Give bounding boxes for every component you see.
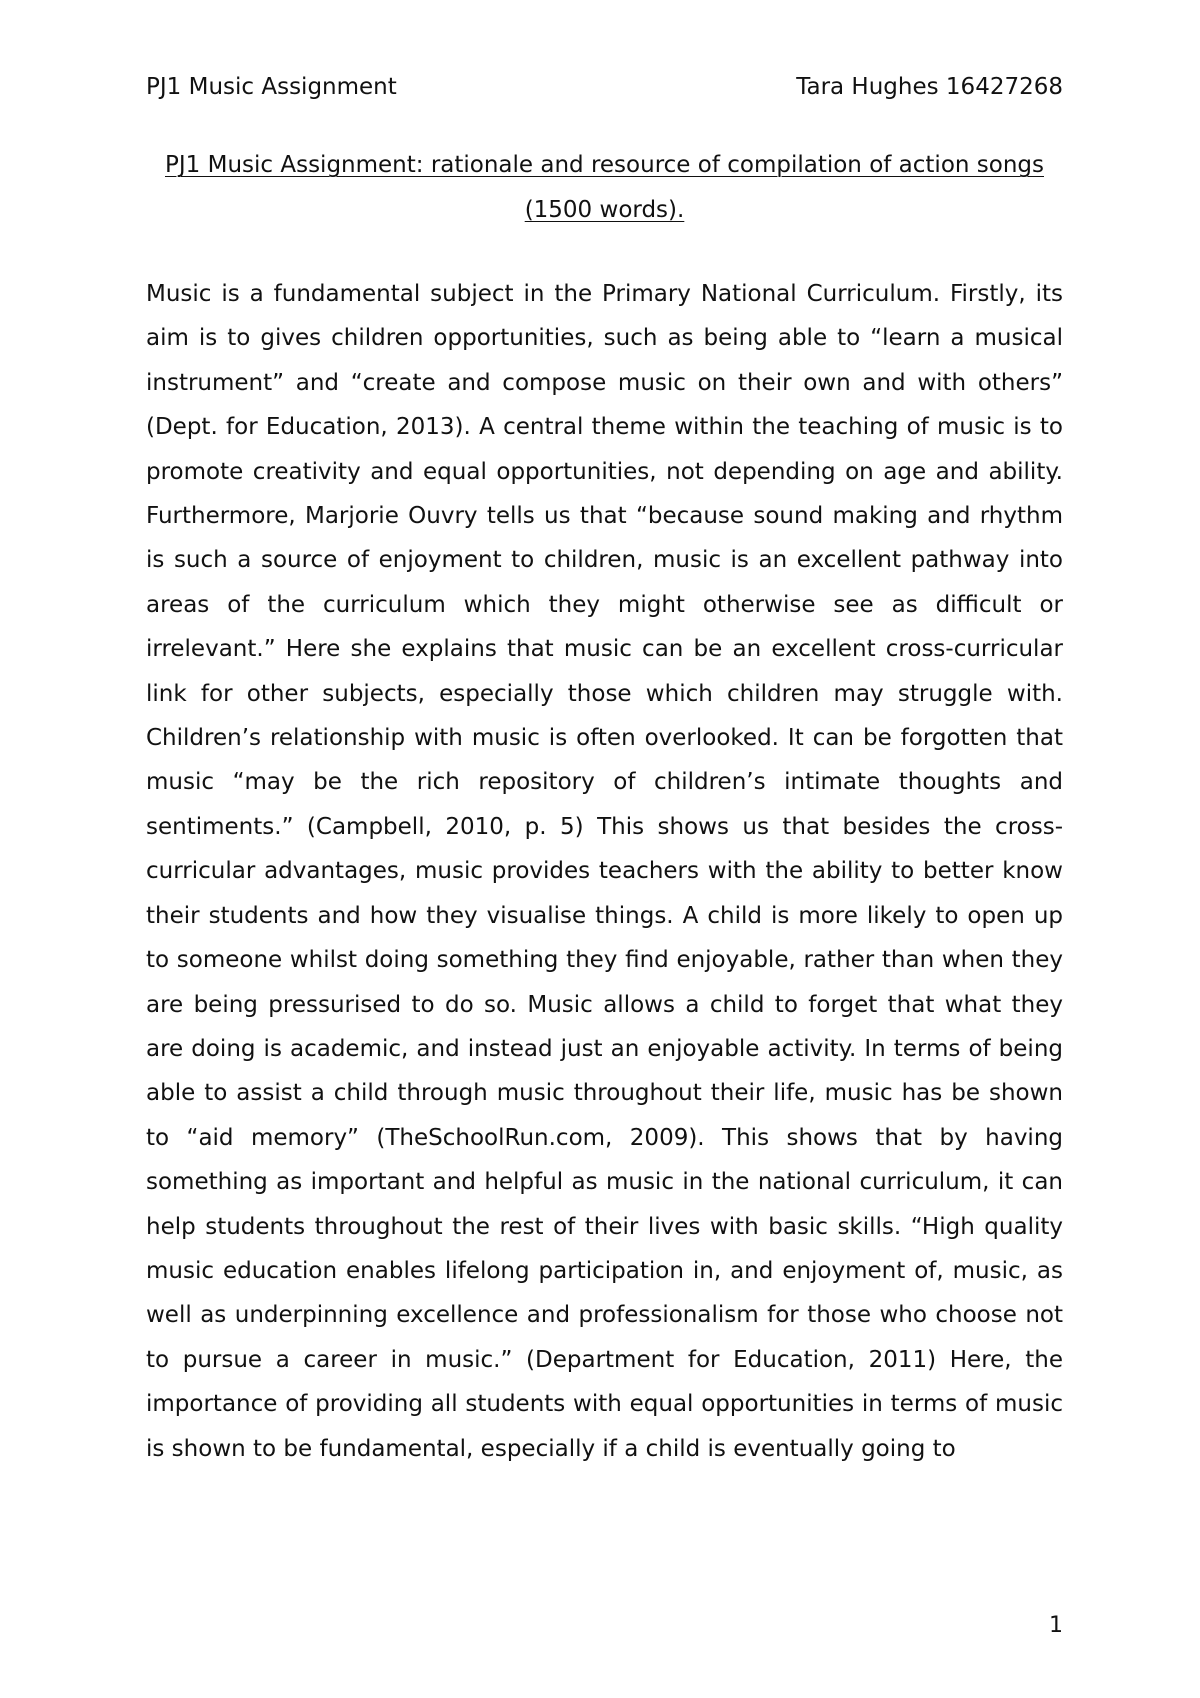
header-course-title: PJ1 Music Assignment [146,74,397,100]
document-title: PJ1 Music Assignment: rationale and resource of compilation of action songs (1500 words). [165,152,1044,223]
header-author: Tara Hughes 16427268 [796,74,1063,100]
page-header [146,72,1063,102]
page-number: 1 [1049,1613,1063,1638]
body-paragraph: Music is a fundamental subject in the Primary National Curriculum. Firstly, its aim is to gives children opportunities, such as being able to “learn a musical instrument” and “create and compose music on their own and with others” (Dept. for Education, 2013). A central theme within the teaching of music is to promote creativity and equal opportunities, not depending on age and ability. Furthermore, Marjorie Ouvry tells us that “because sound making and rhythm is such a source of enjoyment to children, music is an excellent pathway into areas of the curriculum which they might otherwise see as difficult or irrelevant.” Here she explains that music can be an excellent cross-curricular link for other subjects, especially those which children may struggle with. Children’s relationship with music is often overlooked. It can be forgotten that music “may be the rich repository of children’s intimate thoughts and sentiments.” (Campbell, 2010, p. 5) This shows us that besides the cross-curricular advantages, music provides teachers with the ability to better know their students and how they visualise things. A child is more likely to open up to someone whilst doing something they find enjoyable, rather than when they are being pressurised to do so. Music allows a child to forget that what they are doing is academic, and instead just an enjoyable activity. In terms of being able to assist a child through music throughout their life, music has be shown to “aid memory” (TheSchoolRun.com, 2009). This shows that by having something as important and helpful as music in the national curriculum, it can help students throughout the rest of their lives with basic skills. “High quality music education enables lifelong participation in, and enjoyment of, music, as well as underpinning excellence and professionalism for those who choose not to pursue a career in music.” (Department for Education, 2011) Here, the importance of providing all students with equal opportunities in terms of music is shown to be fundamental, especially if a child is eventually going to [146,281,1063,1462]
